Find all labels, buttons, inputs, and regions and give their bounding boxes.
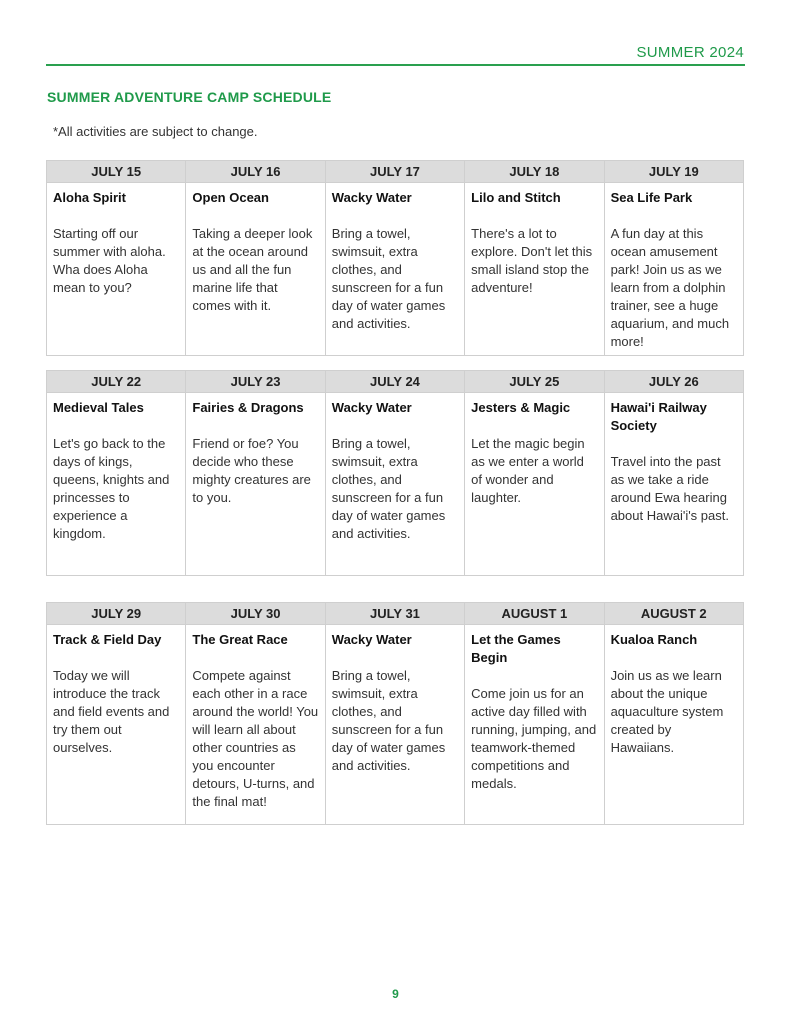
date-header-row [47,161,744,183]
date-header: JULY 26 [604,371,743,393]
activity-cell [186,183,325,356]
activity-row [47,625,744,825]
date-header: JULY 23 [186,371,325,393]
activity-cell [604,625,743,825]
date-header-row [47,371,744,393]
activity-title: Lilo and Stitch [471,190,561,205]
activity-title: Let the Games Begin [471,632,561,665]
date-header: JULY 18 [465,161,604,183]
activity-title: Jesters & Magic [471,400,571,415]
activity-description: Travel into the past as we take a ride around Ewa hearing about Hawai'i's past. [610,454,729,523]
date-header: JULY 22 [47,371,186,393]
activity-cell [465,393,604,576]
activity-cell [186,393,325,576]
schedule-week-2 [46,370,744,576]
activity-title: Open Ocean [192,190,269,205]
activity-row [47,183,744,356]
activity-cell [186,625,325,825]
date-header-row [47,603,744,625]
activity-title: The Great Race [192,632,288,647]
activity-cell [604,183,743,356]
activity-title: Sea Life Park [610,190,693,205]
header-label: SUMMER 2024 [636,44,744,61]
activity-description: Let's go back to the days of kings, queens, knights and princesses to experience a kingdom. [53,436,170,541]
activity-cell [604,393,743,576]
activity-title: Wacky Water [331,190,412,205]
activity-description: Starting off our summer with aloha. Wha does Aloha mean to you? [53,226,166,295]
page-number: 9 [392,987,399,1001]
activity-cell [47,183,186,356]
page-title: SUMMER ADVENTURE CAMP SCHEDULE [47,89,332,105]
schedule-week-3 [46,602,744,825]
activity-cell [47,625,186,825]
activity-cell [465,625,604,825]
activity-description: Today we will introduce the track and field events and try them out ourselves. [53,668,170,755]
date-header: JULY 29 [47,603,186,625]
activity-title: Wacky Water [331,632,412,647]
activity-description: A fun day at this ocean amusement park! Join us as we learn from a dolphin trainer, see a huge aquarium, and much more! [610,226,730,349]
activity-description: Bring a towel, swimsuit, extra clothes, and sunscreen for a fun day of water games and activities. [331,226,446,331]
activity-description: Bring a towel, swimsuit, extra clothes, and sunscreen for a fun day of water games and activities. [331,436,446,541]
activity-cell [325,183,464,356]
activity-title: Wacky Water [331,400,412,415]
activity-description: Friend or foe? You decide who these mighty creatures are to you. [192,436,311,505]
date-header: JULY 24 [325,371,464,393]
date-header: JULY 30 [186,603,325,625]
activity-description: Come join us for an active day filled with running, jumping, and teamwork-themed competitions and medals. [471,686,597,791]
activity-title: Track & Field Day [53,632,162,647]
activity-description: There's a lot to explore. Don't let this small island stop the adventure! [471,226,593,295]
activity-row [47,393,744,576]
date-header: JULY 17 [325,161,464,183]
activity-description: Join us as we learn about the unique aquaculture system created by Hawaiians. [610,668,724,755]
date-header: JULY 19 [604,161,743,183]
activity-description: Let the magic begin as we enter a world of wonder and laughter. [471,436,585,505]
activity-cell [47,393,186,576]
activity-title: Medieval Tales [53,400,144,415]
activity-cell [325,393,464,576]
schedule-note: *All activities are subject to change. [53,124,258,139]
header-divider [46,64,745,66]
activity-title: Kualoa Ranch [610,632,698,647]
activity-title: Fairies & Dragons [192,400,304,415]
activity-description: Taking a deeper look at the ocean around us and all the fun marine life that comes with it. [192,226,313,313]
date-header: JULY 31 [325,603,464,625]
activity-description: Bring a towel, swimsuit, extra clothes, and sunscreen for a fun day of water games and activities. [331,668,446,773]
date-header: JULY 25 [465,371,604,393]
activity-cell [465,183,604,356]
date-header: JULY 15 [47,161,186,183]
date-header: AUGUST 1 [465,603,604,625]
activity-title: Aloha Spirit [53,190,126,205]
date-header: AUGUST 2 [604,603,743,625]
schedule-week-1 [46,160,744,356]
date-header: JULY 16 [186,161,325,183]
activity-cell [325,625,464,825]
activity-description: Compete against each other in a race around the world! You will learn all about other countries as you encounter detours, U-turns, and the final mat! [192,668,319,809]
activity-title: Hawai'i Railway Society [610,400,707,433]
